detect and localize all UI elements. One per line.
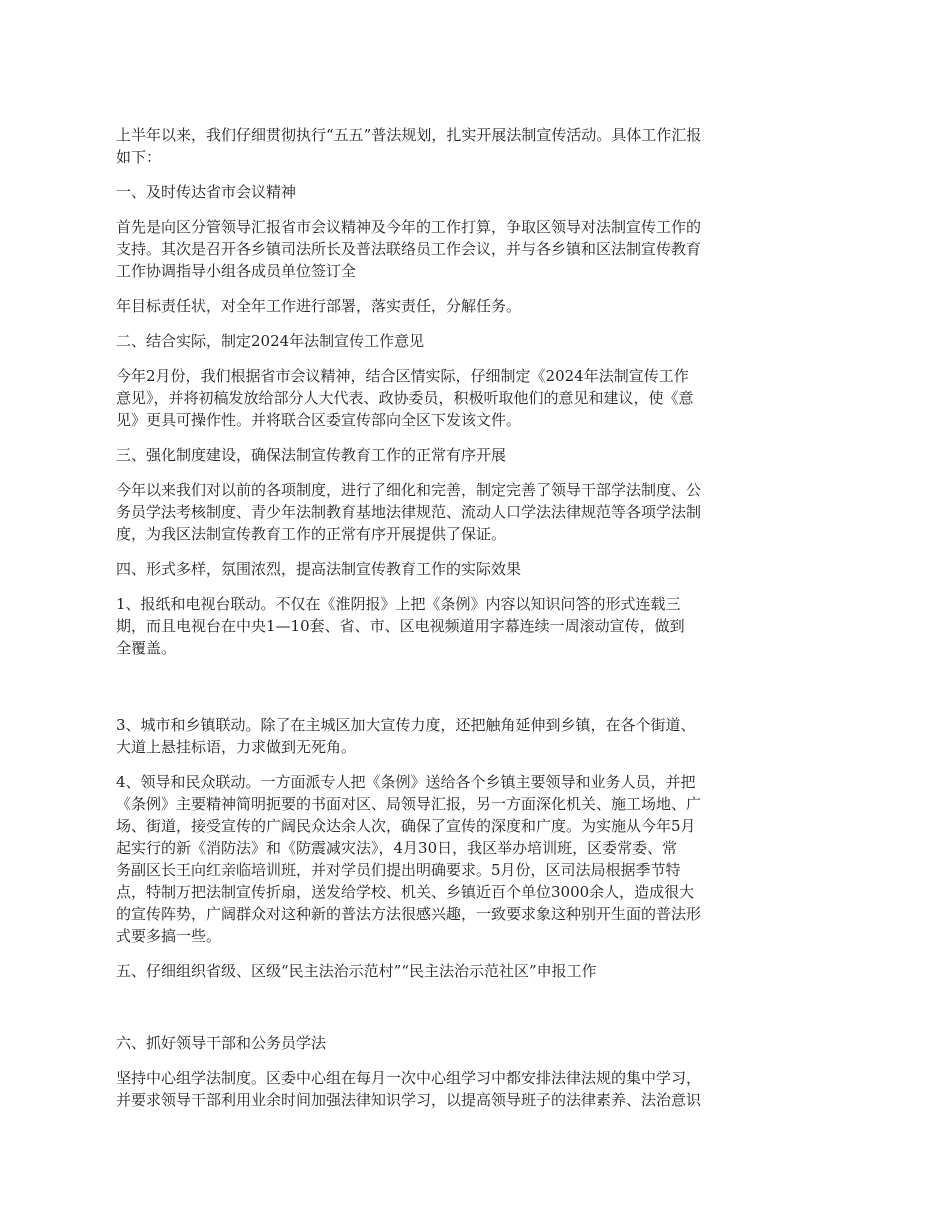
section-heading-3: 三、强化制度建设，确保法制宣传教育工作的正常有序开展 <box>116 446 507 464</box>
section-1-paragraph-2: 年目标责任状，对全年工作进行部署，落实责任，分解任务。 <box>116 297 522 315</box>
section-4-item-4: 4、领导和民众联动。一方面派专人把《条例》送给各个乡镇主要领导和业务人员，并把 《条例》主要精神简明扼要的书面对区、局领导汇报，另一方面深化机关、施工场地、广 场、街道，接受宣传的广阔民众达余人次，确保了宣传的深度和广度。为实施从今年5月 起实行的新《消防法》和《防震减灾法》，4月30日，我区举办培训班，区委常委、常 务副区长王向红亲临培训班，并对学员们提出明确要求。5月份，区司法局根据季节特 点，特制万把法制宣传折扇，送发给学校、机关、乡镇近百个单位3000余人，造成很大 的宣传阵势，广阔群众对这种新的普法方法很感兴趣，一致要求象这种别开生面的普法形 式要多搞一些。 <box>116 773 702 945</box>
section-4-item-1: 1、报纸和电视台联动。不仅在《淮阴报》上把《条例》内容以知识问答的形式连载三 期，而且电视台在中央1—10套、省、市、区电视频道用字幕连续一周滚动宣传，做到 全覆盖。 <box>116 595 685 657</box>
section-6-paragraph: 坚持中心组学法制度。区委中心组在每月一次中心组学习中都安排法律法规的集中学习， 并要求领导干部利用业余时间加强法律知识学习，以提高领导班子的法律素养、法治意识 <box>116 1069 702 1109</box>
section-2-paragraph: 今年2月份，我们根据省市会议精神，结合区情实际，仔细制定《2024年法制宣传工作 意见》，并将初稿发放给部分人大代表、政协委员，积极听取他们的意见和建议，使《意 见》更具可操作性。并将联合区委宣传部向全区下发该文件。 <box>116 367 694 429</box>
section-heading-2: 二、结合实际，制定2024年法制宣传工作意见 <box>116 332 425 350</box>
section-heading-5: 五、仔细组织省级、区级“民主法治示范村”“民主法治示范社区”申报工作 <box>116 962 597 980</box>
document-body <box>116 124 842 1124</box>
section-3-paragraph: 今年以来我们对以前的各项制度，进行了细化和完善，制定完善了领导干部学法制度、公 务员学法考核制度、青少年法制教育基地法律规范、流动人口学法法律规范等各项学法制 度，为我区法制宣传教育工作的正常有序开展提供了保证。 <box>116 481 702 543</box>
section-heading-4: 四、形式多样，氛围浓烈，提高法制宣传教育工作的实际效果 <box>116 560 522 578</box>
section-heading-6: 六、抓好领导干部和公务员学法 <box>116 1034 327 1052</box>
section-heading-1: 一、及时传达省市会议精神 <box>116 183 297 201</box>
section-4-item-3: 3、城市和乡镇联动。除了在主城区加大宣传力度，还把触角延伸到乡镇，在各个街道、 大道上悬挂标语，力求做到无死角。 <box>116 716 696 756</box>
intro-paragraph: 上半年以来，我们仔细贯彻执行“五五”普法规划，扎实开展法制宣传活动。具体工作汇报 如下： <box>116 126 702 166</box>
section-1-paragraph-1: 首先是向区分管领导汇报省市会议精神及今年的工作打算，争取区领导对法制宣传工作的 支持。其次是召开各乡镇司法所长及普法联络员工作会议，并与各乡镇和区法制宣传教育 工作协调指导小组各成员单位签订全 <box>116 218 702 280</box>
